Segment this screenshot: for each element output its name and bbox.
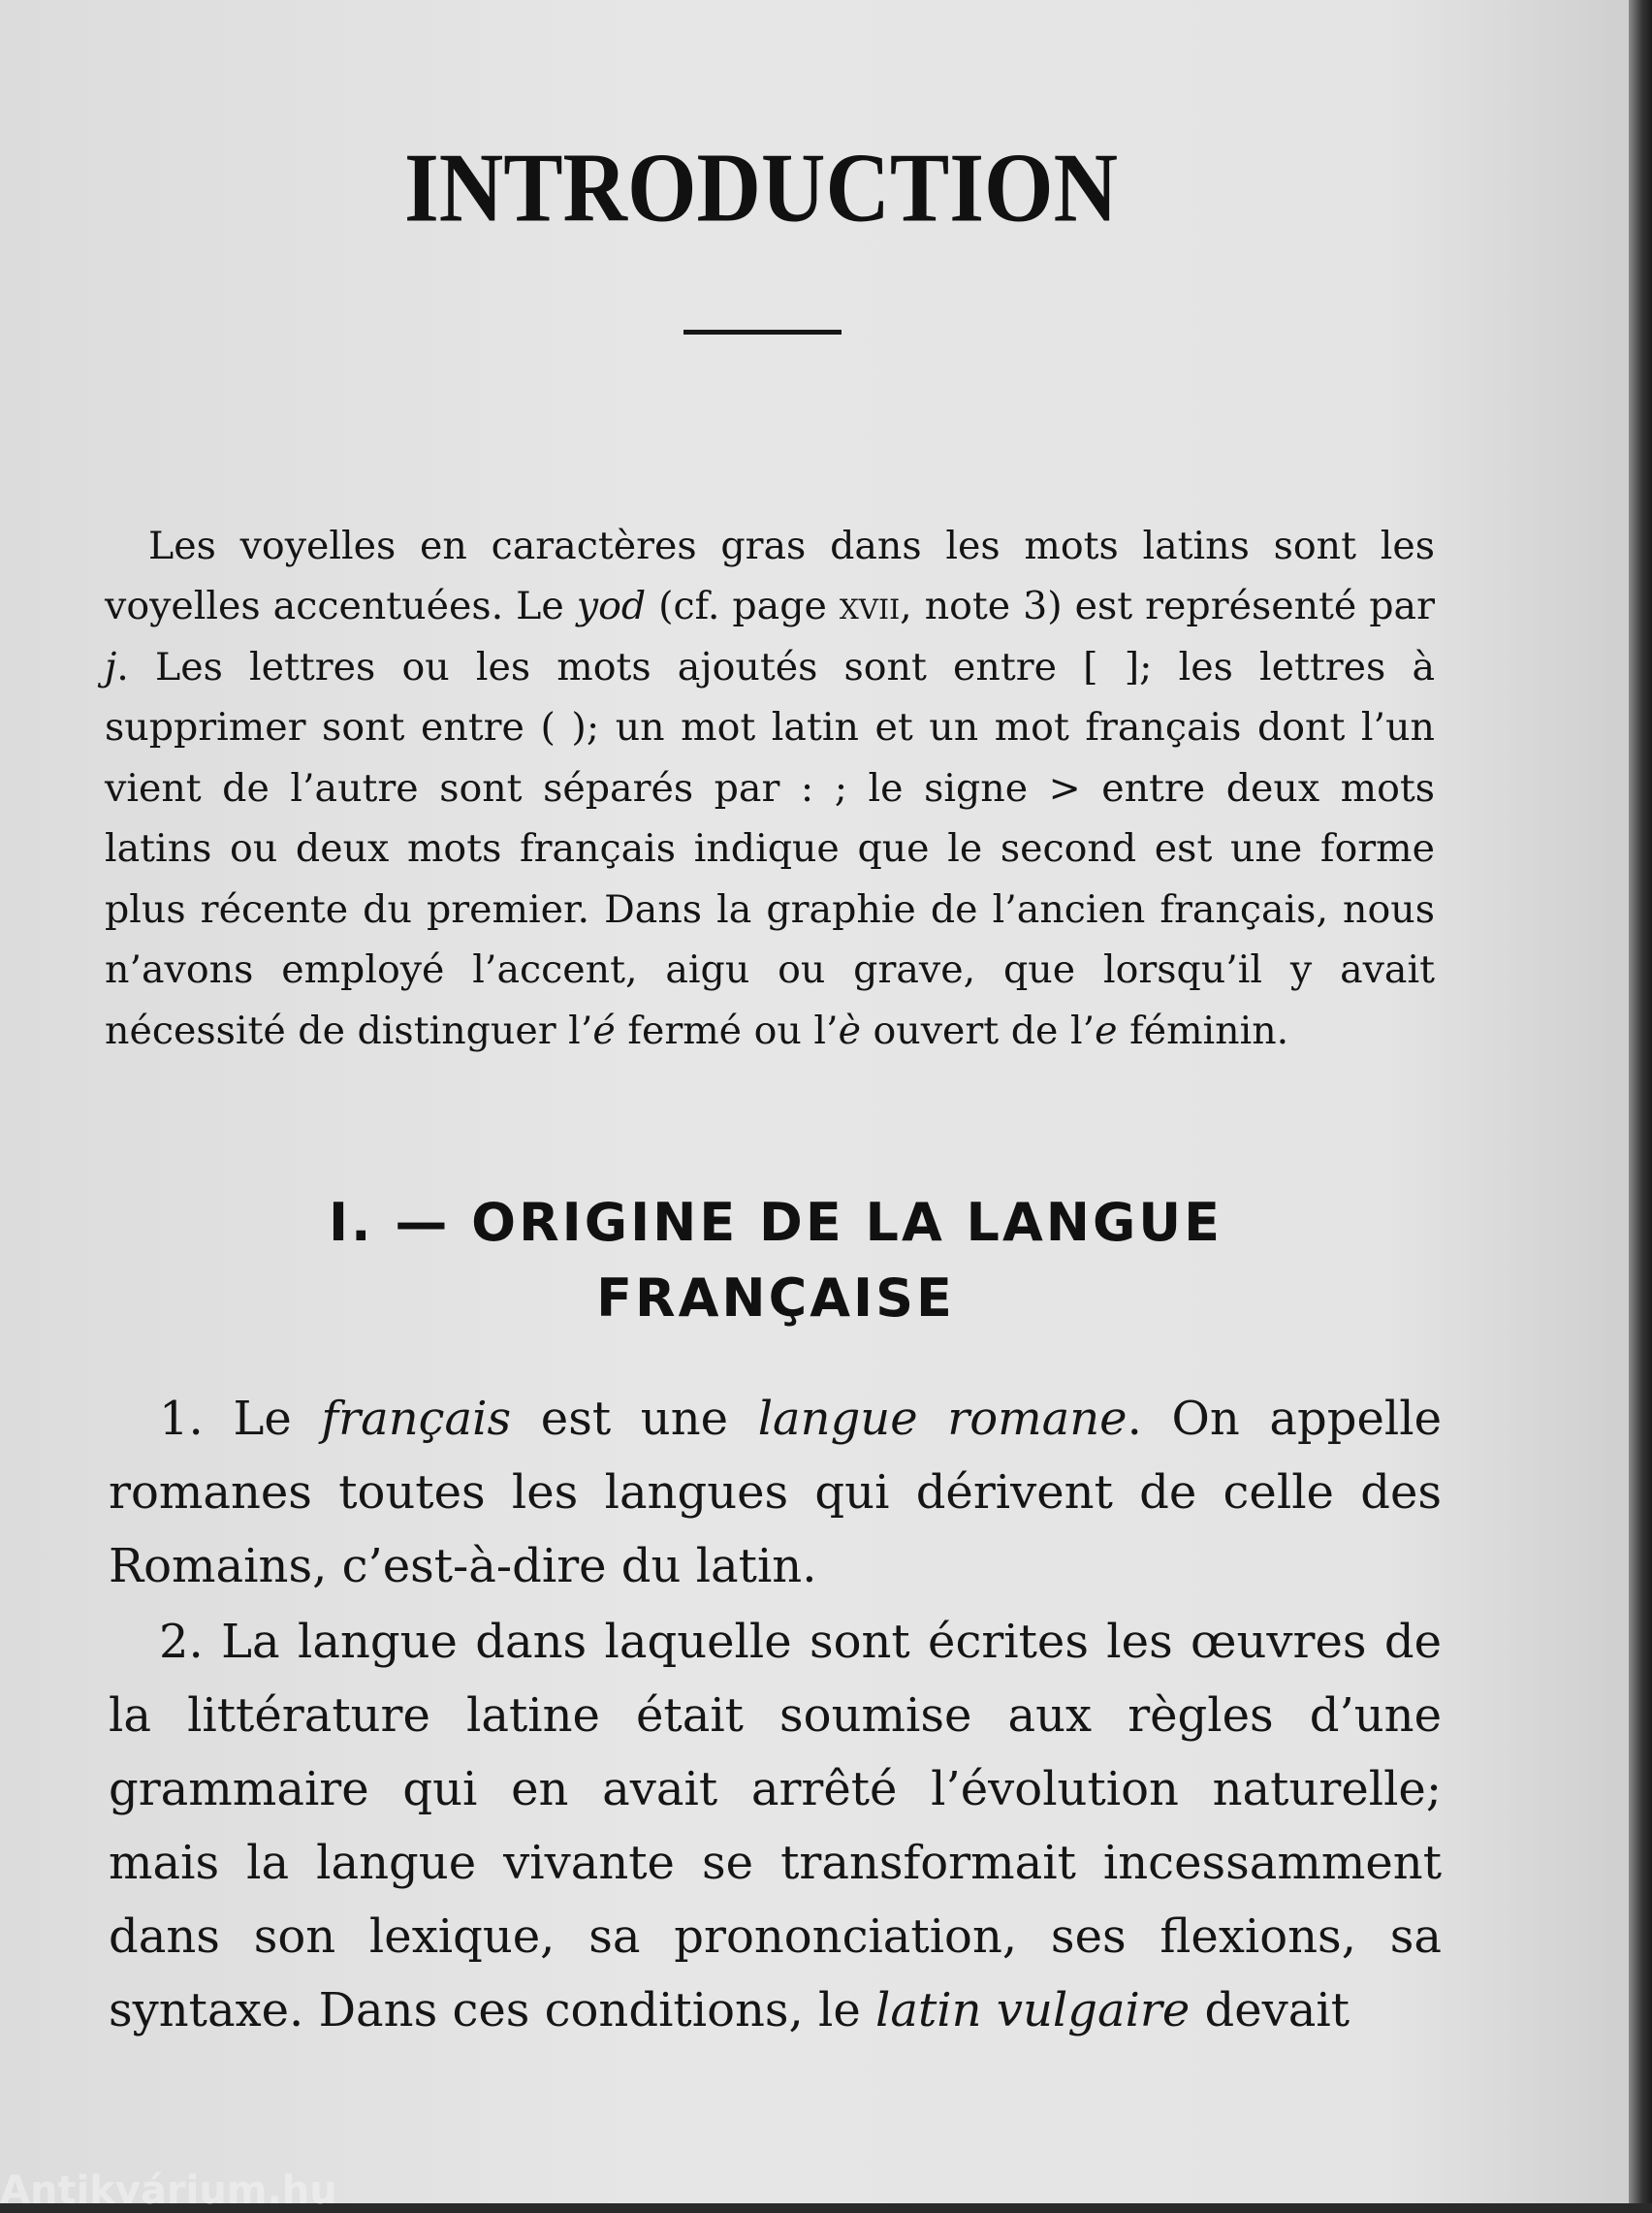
section-heading-line-1: I. — ORIGINE DE LA LANGUE bbox=[328, 1192, 1223, 1253]
notice-text-3: , note 3) est représenté par bbox=[900, 584, 1435, 628]
notice-text-6: ouvert de l’ bbox=[860, 1008, 1096, 1053]
notice-e-plain: e bbox=[1095, 1008, 1118, 1053]
paragraph-1 bbox=[109, 1382, 1442, 1603]
para2-text-a: 2. La langue dans laquelle sont écrites les œuvres de la littérature latine était soumise aux règles d’une grammaire qui en avait arrêté l’évolution naturelle; mais la langue vivante se transformait incessamment dans son lexique, sa prononciation, ses flexions, sa syntaxe. Dans ces conditions, le bbox=[109, 1615, 1442, 2037]
para1-langue-romane: langue romane bbox=[757, 1392, 1128, 1446]
notice-text-4: . Les lettres ou les mots ajoutés sont entre [ ]; les lettres à supprimer sont entre ( ); un mot latin et un mot français dont l’un vient de l’autre sont séparés par : ; le signe > entre deux mots latins ou deux mots français indique que le second est une forme plus récente du premier. Dans la graphie de l’ancien français, nous n’avons employé l’accent, aigu ou grave, que lorsqu’il y avait nécessité de distinguer l’ bbox=[105, 644, 1435, 1053]
notice-yod: yod bbox=[576, 584, 647, 628]
notice-page-ref: xvii bbox=[839, 584, 901, 628]
para1-text-c: . On appelle romanes toutes les langues qui dérivent de celle des Romains, c’est-à-dire du latin. bbox=[109, 1392, 1443, 1593]
notice-text-7: féminin. bbox=[1117, 1008, 1289, 1053]
para1-francais: français bbox=[321, 1392, 512, 1446]
watermark: Antikvárium.hu bbox=[0, 2168, 337, 2213]
para2-latin-vulgaire: latin vulgaire bbox=[875, 1983, 1191, 2037]
para1-text-b: est une bbox=[511, 1392, 758, 1446]
conventions-notice bbox=[105, 516, 1435, 1062]
page-title: INTRODUCTION bbox=[403, 133, 1119, 242]
para2-text-b: devait bbox=[1190, 1983, 1350, 2037]
page-edge-shadow bbox=[1629, 0, 1652, 2203]
section-heading bbox=[0, 1185, 1551, 1336]
notice-e-grave: è bbox=[838, 1008, 861, 1053]
title-divider bbox=[683, 330, 842, 335]
notice-text-1: Les voyelles en caractères gras dans les mots latins sont les voyelles accentuées. Le bbox=[105, 523, 1435, 628]
notice-j: j bbox=[105, 644, 117, 690]
para1-text-a: 1. Le bbox=[159, 1392, 322, 1446]
section-heading-line-2: FRANÇAISE bbox=[596, 1267, 955, 1329]
notice-text-2: (cf. page bbox=[646, 584, 840, 628]
paragraph-2 bbox=[109, 1605, 1442, 2047]
notice-text-5: fermé ou l’ bbox=[615, 1008, 839, 1053]
notice-e-acute: é bbox=[592, 1008, 616, 1053]
